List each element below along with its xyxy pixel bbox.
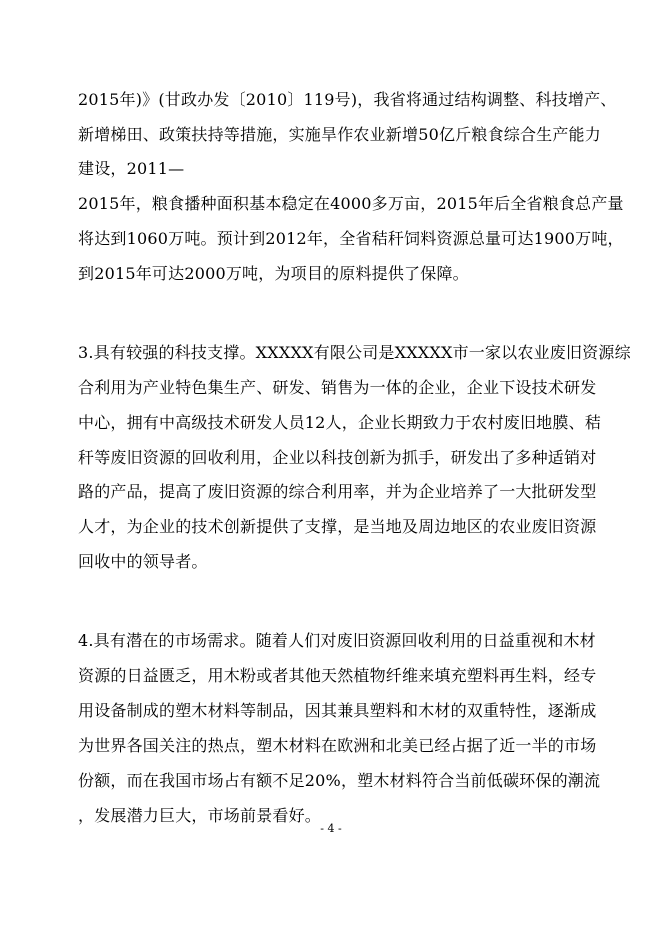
text-line: 秆等废旧资源的回收利用，企业以科技创新为抓手，研发出了多种适销对: [78, 448, 597, 467]
text-line: 用设备制成的塑木材料等制品，因其兼具塑料和木材的双重特性，逐渐成: [78, 701, 597, 720]
text-line: 人才，为企业的技术创新提供了支撑，是当地及周边地区的农业废旧资源: [78, 517, 597, 536]
text-line: 到2015年可达2000万吨，为项目的原料提供了保障。: [78, 264, 469, 283]
text-line: 建设，2011—: [78, 159, 185, 178]
text-line: 资源的日益匮乏，用木粉或者其他天然植物纤维来填充塑料再生料，经专: [78, 666, 597, 685]
text-line: 2015年，粮食播种面积基本稳定在4000多万亩，2015年后全省粮食总产量: [78, 194, 624, 213]
text-line: 3.具有较强的科技支撑。XXXXX有限公司是XXXXX市一家以农业废旧资源综: [78, 343, 631, 362]
text-line: 回收中的领导者。: [78, 552, 208, 571]
text-line: 合利用为产业特色集生产、研发、销售为一体的企业，企业下设技术研发: [78, 378, 597, 397]
text-line: ，发展潜力巨大，市场前景看好。: [78, 806, 322, 825]
text-line: 新增梯田、政策扶持等措施，实施旱作农业新增50亿斤粮食综合生产能力: [78, 125, 601, 144]
text-line: 中心，拥有中高级技术研发人员12人，企业长期致力于农村废旧地膜、秸: [78, 413, 601, 432]
page-number: - 4 -: [320, 822, 342, 835]
text-line: 2015年)》(甘政办发〔2010〕119号)，我省将通过结构调整、科技增产、: [78, 90, 617, 109]
text-line: 路的产品，提高了废旧资源的综合利用率，并为企业培养了一大批研发型: [78, 482, 597, 501]
text-line: 为世界各国关注的热点，塑木材料在欧洲和北美已经占据了近一半的市场: [78, 736, 597, 755]
text-line: 份额，而在我国市场占有额不足20%，塑木材料符合当前低碳环保的潮流: [78, 771, 601, 790]
text-line: 4.具有潜在的市场需求。随着人们对废旧资源回收利用的日益重视和木材: [78, 631, 596, 650]
text-line: 将达到1060万吨。预计到2012年，全省秸秆饲料资源总量可达1900万吨，: [78, 229, 624, 248]
